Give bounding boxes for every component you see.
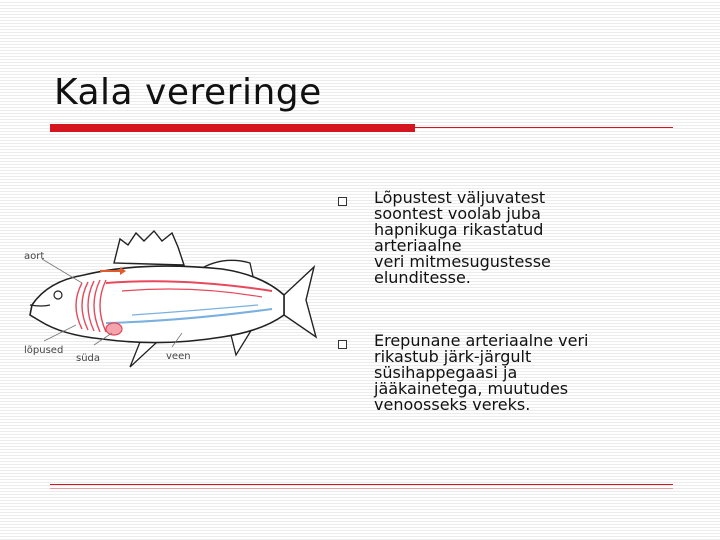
label-heart: süda [76, 353, 101, 364]
bullet-marker-2 [338, 340, 347, 349]
label-gills: lõpused [24, 345, 64, 356]
fish-circulation-diagram [22, 225, 322, 380]
bottom-rule-secondary [50, 488, 673, 489]
slide-title: Kala vereringe [54, 72, 322, 113]
bottom-rule [50, 484, 673, 485]
title-underline-bar [50, 124, 415, 132]
bullet-text-1: Lõpustest väljuvatest soontest voolab juba hapnikuga rikastatud arteriaalne veri mitmesugustesse elunditesse. [374, 188, 551, 287]
label-vein: veen [166, 351, 191, 362]
bullet-marker-1 [338, 197, 347, 206]
title-underline-rule [415, 127, 673, 128]
bullet-text-2: Erepunane arteriaalne veri rikastub järk-järgult süsihappegaasi ja jääkainetega, muutudes venoosseks vereks. [374, 331, 589, 414]
label-aorta: aort [24, 251, 45, 262]
